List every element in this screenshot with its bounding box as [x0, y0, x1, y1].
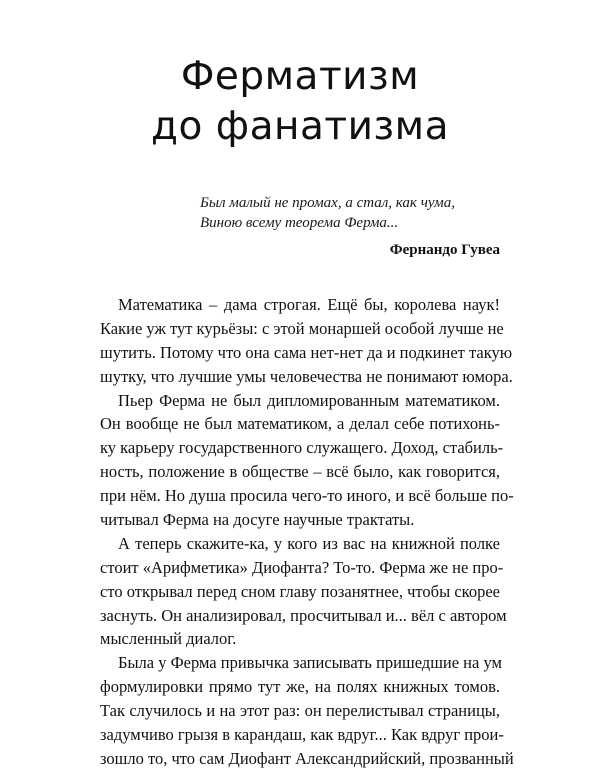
paragraph-line: шутить. Потому что она сама нет-нет да и подкинет такую [100, 342, 513, 362]
paragraph-line: ность, положение в обществе – всё было, как говорится, [100, 462, 500, 482]
paragraph-line: сто открывал перед сном главу позанятнее, чтобы скорее [100, 581, 500, 601]
paragraph-line: Какие уж тут курьёзы: с этой монаршей особой лучше не [100, 318, 504, 338]
body-text [100, 293, 514, 771]
paragraph-line: Пьер Ферма не был дипломированным математиком. [118, 390, 500, 410]
paragraph-line: А теперь скажите-ка, у кого из вас на книжной полке [118, 533, 500, 553]
paragraph-line: заснуть. Он анализировал, просчитывал и... вёл с автором [100, 605, 507, 625]
epigraph-line: Виною всему теорема Ферма... [200, 215, 399, 231]
paragraph-line: Он вообще не был математиком, а делал себе потихонь- [100, 414, 500, 434]
paragraph-line: Была у Ферма привычка записывать пришедшие на ум [118, 653, 502, 673]
chapter-title-line: до фанатизма [151, 104, 449, 149]
chapter-title [0, 52, 600, 152]
paragraph-line: Математика – дама строгая. Ещё бы, королева наук! [118, 295, 500, 314]
paragraph-line: формулировки прямо тут же, на полях книжных томов. [100, 677, 500, 697]
paragraph-line: при нём. Но душа просила чего-то иного, и всё больше по- [100, 486, 514, 506]
paragraph-line: мысленный диалог. [100, 629, 237, 649]
chapter-title-line: Ферматизм [180, 54, 420, 99]
paragraph-line: стоит «Арифметика» Диофанта? То-то. Ферма же не про- [100, 557, 504, 577]
paragraph-line: читывал Ферма на досуге научные трактаты. [100, 510, 415, 530]
epigraph-line: Был малый не промах, а стал, как чума, [200, 195, 455, 211]
paragraph-line: Так случилось и на этот раз: он перелистывал страницы, [100, 701, 500, 721]
paragraph-line: ку карьеру государственного служащего. Доход, стабиль- [100, 438, 504, 458]
epigraph-author: Фернандо Гувеа [389, 242, 500, 258]
epigraph [200, 193, 500, 233]
paragraph-line: задумчиво грызя в карандаш, как вдруг... Как вдруг прои- [100, 725, 504, 745]
paragraph-line: зошло то, что сам Диофант Александрийский, прозванный [100, 748, 514, 768]
paragraph-line: шутку, что лучшие умы человечества не понимают юмора. [100, 366, 513, 386]
